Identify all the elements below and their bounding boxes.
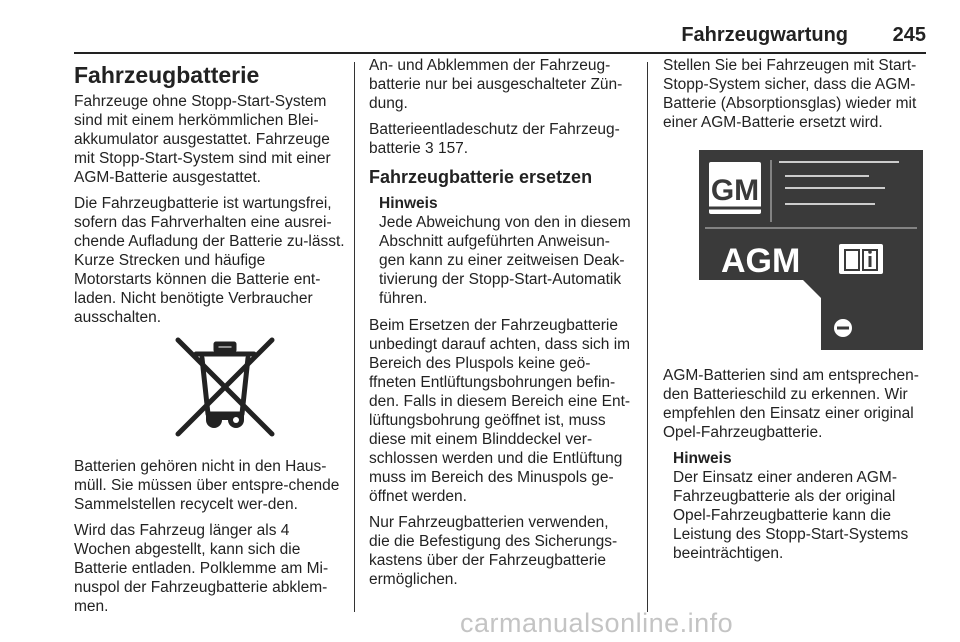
crossed-bin-icon: [170, 334, 280, 439]
paragraph-ignition: An- und Abklemmen der Fahrzeug-batterie nur bei ausgeschalteter Zün-dung.: [369, 57, 623, 112]
column-divider: [354, 62, 355, 612]
page-reference: 3 157.: [425, 140, 469, 157]
agm-battery-label: [699, 150, 923, 350]
gm-logo: GM: [710, 174, 760, 207]
section-title: Fahrzeugwartung: [681, 24, 848, 46]
note-box: [673, 449, 927, 563]
manual-book-icon: [839, 244, 883, 274]
column-right: [663, 56, 927, 571]
watermark: carmanualsonline.info: [460, 608, 734, 638]
column-middle: [369, 56, 633, 596]
paragraph-fusebox: Nur Fahrzeugbatterien verwenden, die die Befestigung des Sicherungs-kastens über der Fahrzeugbatterie ermöglichen.: [369, 514, 618, 588]
note-title: Hinweis: [673, 450, 732, 467]
paragraph-battery-types: Fahrzeuge ohne Stopp-Start-System sind mit einem herkömmlichen Blei-akkumulator ausgestattet. Fahrzeuge mit Stopp-Start-System sind mit einer AGM-Batterie ausgestattet.: [74, 93, 331, 186]
column-divider: [647, 62, 648, 612]
paragraph-maintenance: Die Fahrzeugbatterie ist wartungsfrei, sofern das Fahrverhalten eine ausrei-chende Aufladung der Batterie zu-lässt. Kurze Strecken und häufige Motorstarts können die Batterie ent-laden. Nicht benötigte Verbraucher ausschalten.: [74, 195, 345, 326]
paragraph-discharge-protection: [369, 120, 633, 158]
paragraph-agm-replace: Stellen Sie bei Fahrzeugen mit Start-Stopp-System sicher, dass die AGM-Batterie (Absorptionsglas) wieder mit einer AGM-Batterie ersetzt wird.: [663, 57, 917, 131]
note-text: Der Einsatz einer anderen AGM-Fahrzeugbatterie als der original Opel-Fahrzeugbatterie kann die Leistung des Stopp-Start-Systems beeinträchtigen.: [673, 469, 909, 562]
agm-text: AGM: [721, 242, 801, 280]
paragraph-storage: Wird das Fahrzeug länger als 4 Wochen abgestellt, kann sich die Batterie entladen. Polklemme am Mi-nuspol der Fahrzeugbatterie abklem-men.: [74, 522, 329, 615]
paragraph-agm-identify: AGM-Batterien sind am entsprechen-den Batterieschild zu erkennen. Wir empfehlen den Einsatz einer original Opel-Fahrzeugbatterie.: [663, 367, 919, 441]
paragraph-disposal: Batterien gehören nicht in den Haus-müll. Sie müssen über entspre-chende Sammelstellen recycelt wer-den.: [74, 458, 340, 513]
note-box: [379, 194, 633, 308]
discharge-text: Batterieentladeschutz der Fahrzeug-batterie: [369, 121, 620, 157]
note-title: Hinweis: [379, 195, 438, 212]
page-header: [74, 22, 926, 54]
heading-fahrzeugbatterie: Fahrzeugbatterie: [74, 62, 260, 88]
note-text: Jede Abweichung von den in diesem Abschnitt aufgeführten Anweisun-gen kann zu einer zeitweisen Deak-tivierung der Stopp-Start-Automatik führen.: [379, 214, 631, 307]
heading-replace-battery: Fahrzeugbatterie ersetzen: [369, 167, 593, 187]
column-left: [74, 56, 346, 623]
page-number: 245: [892, 24, 926, 46]
paragraph-vent-holes: Beim Ersetzen der Fahrzeugbatterie unbedingt darauf achten, dass sich im Bereich des Pluspols keine geö-ffneten Entlüftungsbohrungen befin-den. Falls in diesem Bereich eine Ent-lüftungsbohrung geöffnet ist, muss diese mit einem Blinddeckel ver-schlossen werden und die Entlüftung muss im Bereich des Minuspols ge-öffnet werden.: [369, 317, 631, 505]
